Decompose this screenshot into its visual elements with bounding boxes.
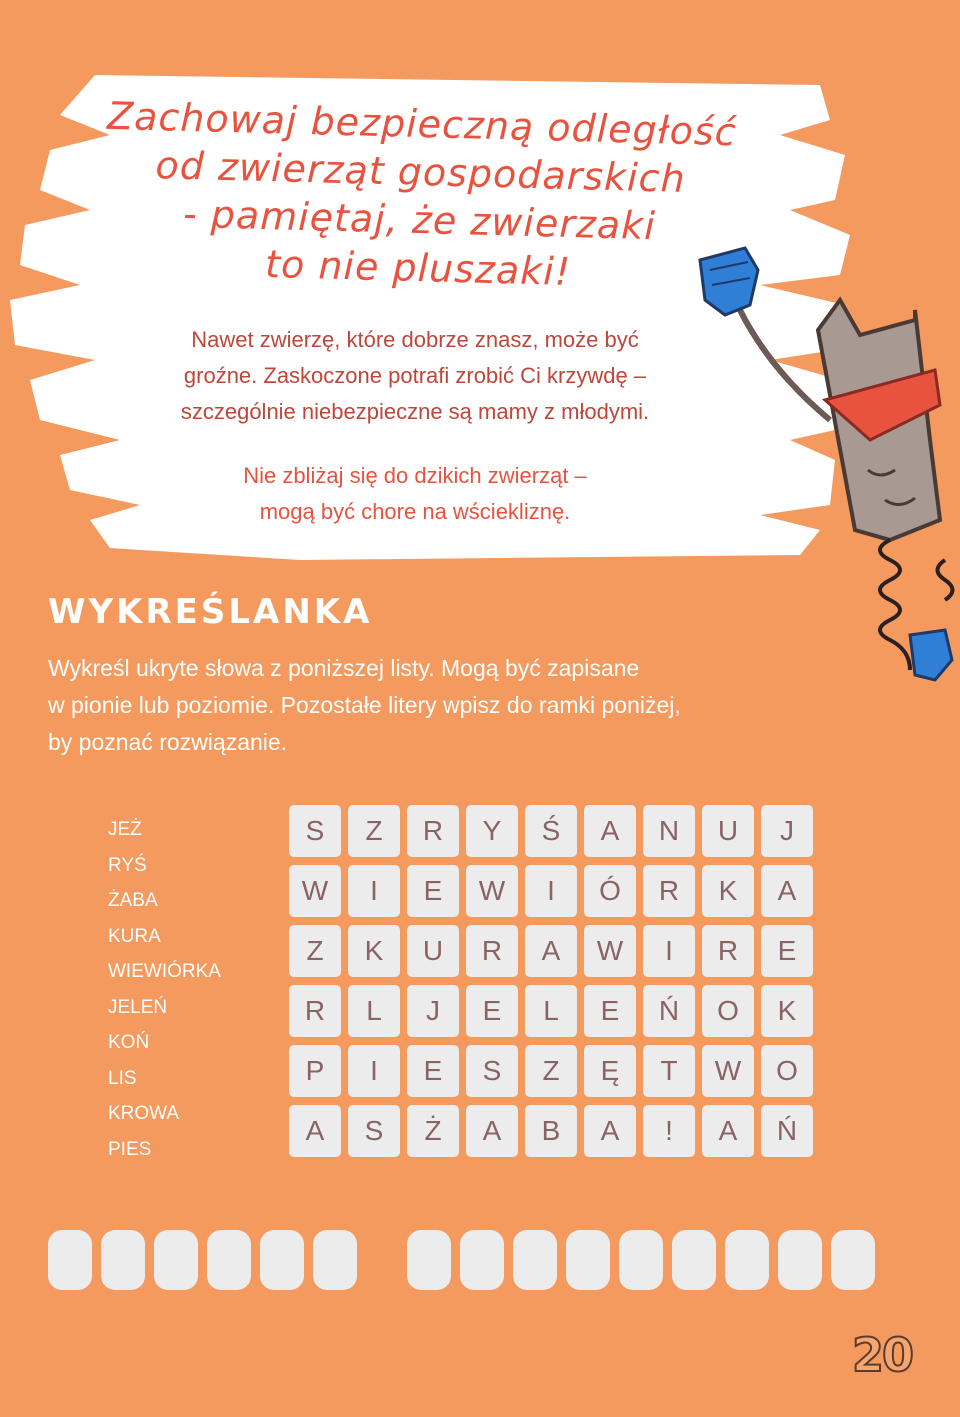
word-list (108, 812, 221, 1167)
answer-letter-box[interactable] (154, 1230, 198, 1290)
answer-letter-box[interactable] (313, 1230, 357, 1290)
answer-letter-box[interactable] (672, 1230, 716, 1290)
instructions-line: Wykreśl ukryte słowa z poniższej listy. Mogą być zapisane (48, 655, 640, 681)
grid-cell[interactable]: W (289, 865, 341, 917)
word-list-item: KROWA (108, 1103, 180, 1124)
answer-word-2 (407, 1230, 875, 1290)
word-list-item: KOŃ (108, 1032, 150, 1053)
warning-paragraph (110, 322, 720, 430)
answer-letter-box[interactable] (48, 1230, 92, 1290)
grid-cell[interactable]: Ń (761, 1105, 813, 1157)
grid-cell[interactable]: S (348, 1105, 400, 1157)
robot-mascot-illustration (690, 230, 960, 710)
answer-letter-box[interactable] (725, 1230, 769, 1290)
wild-animals-paragraph (110, 458, 720, 530)
grid-cell[interactable]: T (643, 1045, 695, 1097)
paragraph-line: mogą być chore na wściekliznę. (259, 499, 571, 524)
word-list-item: RYŚ (108, 854, 147, 876)
grid-cell[interactable]: S (289, 805, 341, 857)
grid-cell[interactable]: W (702, 1045, 754, 1097)
blue-fist-icon (700, 248, 758, 315)
instructions (48, 650, 838, 761)
heading-line: Zachowaj bezpieczną odległość (106, 93, 738, 155)
paragraph-line: Nie zbliżaj się do dzikich zwierząt – (243, 463, 587, 488)
section-title: WYKREŚLANKA (48, 592, 373, 632)
grid-cell[interactable]: R (289, 985, 341, 1037)
grid-cell[interactable]: R (702, 925, 754, 977)
page-number: 20 (852, 1328, 913, 1382)
grid-cell[interactable]: N (643, 805, 695, 857)
grid-cell[interactable]: K (761, 985, 813, 1037)
grid-cell[interactable]: U (407, 925, 459, 977)
grid-cell[interactable]: A (761, 865, 813, 917)
blue-foot-icon (910, 630, 952, 680)
grid-cell[interactable]: U (702, 805, 754, 857)
grid-cell[interactable]: Ń (643, 985, 695, 1037)
heading-line: - pamiętaj, że zwierzaki (182, 191, 657, 249)
grid-cell[interactable]: A (525, 925, 577, 977)
answer-letter-box[interactable] (566, 1230, 610, 1290)
paragraph-line: szczególnie niebezpieczne są mamy z młodymi. (180, 399, 650, 424)
answer-letter-box[interactable] (619, 1230, 663, 1290)
grid-cell[interactable]: A (584, 805, 636, 857)
grid-cell[interactable]: A (702, 1105, 754, 1157)
grid-cell[interactable]: Y (466, 805, 518, 857)
grid-cell[interactable]: B (525, 1105, 577, 1157)
grid-cell[interactable]: R (643, 865, 695, 917)
grid-cell[interactable]: Ó (584, 865, 636, 917)
grid-cell[interactable]: E (584, 985, 636, 1037)
grid-cell[interactable]: J (407, 985, 459, 1037)
grid-cell[interactable]: O (761, 1045, 813, 1097)
word-list-item: ŻABA (108, 890, 158, 911)
grid-cell[interactable]: K (348, 925, 400, 977)
grid-cell[interactable]: L (348, 985, 400, 1037)
grid-cell[interactable]: A (289, 1105, 341, 1157)
grid-cell[interactable]: R (407, 805, 459, 857)
grid-cell[interactable]: J (761, 805, 813, 857)
grid-cell[interactable]: I (348, 865, 400, 917)
grid-cell[interactable]: O (702, 985, 754, 1037)
heading-line: to nie pluszaki! (264, 241, 572, 294)
paragraph-line: Nawet zwierzę, które dobrze znasz, może być (191, 327, 639, 352)
word-search-grid (289, 805, 813, 1157)
grid-cell[interactable]: I (525, 865, 577, 917)
answer-letter-box[interactable] (260, 1230, 304, 1290)
grid-cell[interactable]: E (407, 1045, 459, 1097)
grid-cell[interactable]: E (407, 865, 459, 917)
grid-cell[interactable]: L (525, 985, 577, 1037)
answer-letter-box[interactable] (460, 1230, 504, 1290)
grid-cell[interactable]: K (702, 865, 754, 917)
grid-cell[interactable]: S (466, 1045, 518, 1097)
grid-cell[interactable]: ! (643, 1105, 695, 1157)
grid-cell[interactable]: E (761, 925, 813, 977)
word-list-item: JELEŃ (108, 996, 168, 1018)
grid-cell[interactable]: I (643, 925, 695, 977)
grid-cell[interactable]: Z (525, 1045, 577, 1097)
grid-cell[interactable]: E (466, 985, 518, 1037)
grid-cell[interactable]: Ś (525, 805, 577, 857)
answer-word-1 (48, 1230, 357, 1290)
grid-cell[interactable]: R (466, 925, 518, 977)
grid-cell[interactable]: A (466, 1105, 518, 1157)
answer-letter-box[interactable] (513, 1230, 557, 1290)
instructions-line: w pionie lub poziomie. Pozostałe litery wpisz do ramki poniżej, (48, 692, 681, 718)
grid-cell[interactable]: W (584, 925, 636, 977)
grid-cell[interactable]: Ż (407, 1105, 459, 1157)
grid-cell[interactable]: I (348, 1045, 400, 1097)
main-heading (98, 92, 743, 301)
answer-letter-box[interactable] (101, 1230, 145, 1290)
instructions-line: by poznać rozwiązanie. (48, 729, 288, 755)
grid-cell[interactable]: Ę (584, 1045, 636, 1097)
answer-letter-box[interactable] (831, 1230, 875, 1290)
grid-cell[interactable]: A (584, 1105, 636, 1157)
paragraph-line: groźne. Zaskoczone potrafi zrobić Ci krzywdę – (183, 363, 647, 388)
answer-letter-box[interactable] (207, 1230, 251, 1290)
word-list-item: LIS (108, 1067, 137, 1089)
word-list-item: KURA (108, 925, 161, 947)
grid-cell[interactable]: W (466, 865, 518, 917)
heading-line: od zwierząt gospodarskich (155, 143, 687, 201)
word-list-item: JEŻ (108, 819, 142, 840)
grid-cell[interactable]: P (289, 1045, 341, 1097)
answer-letter-box[interactable] (778, 1230, 822, 1290)
grid-cell[interactable]: Z (348, 805, 400, 857)
answer-letter-box[interactable] (407, 1230, 451, 1290)
word-list-item: WIEWIÓRKA (108, 961, 221, 982)
grid-cell[interactable]: Z (289, 925, 341, 977)
word-list-item: PIES (108, 1138, 152, 1160)
